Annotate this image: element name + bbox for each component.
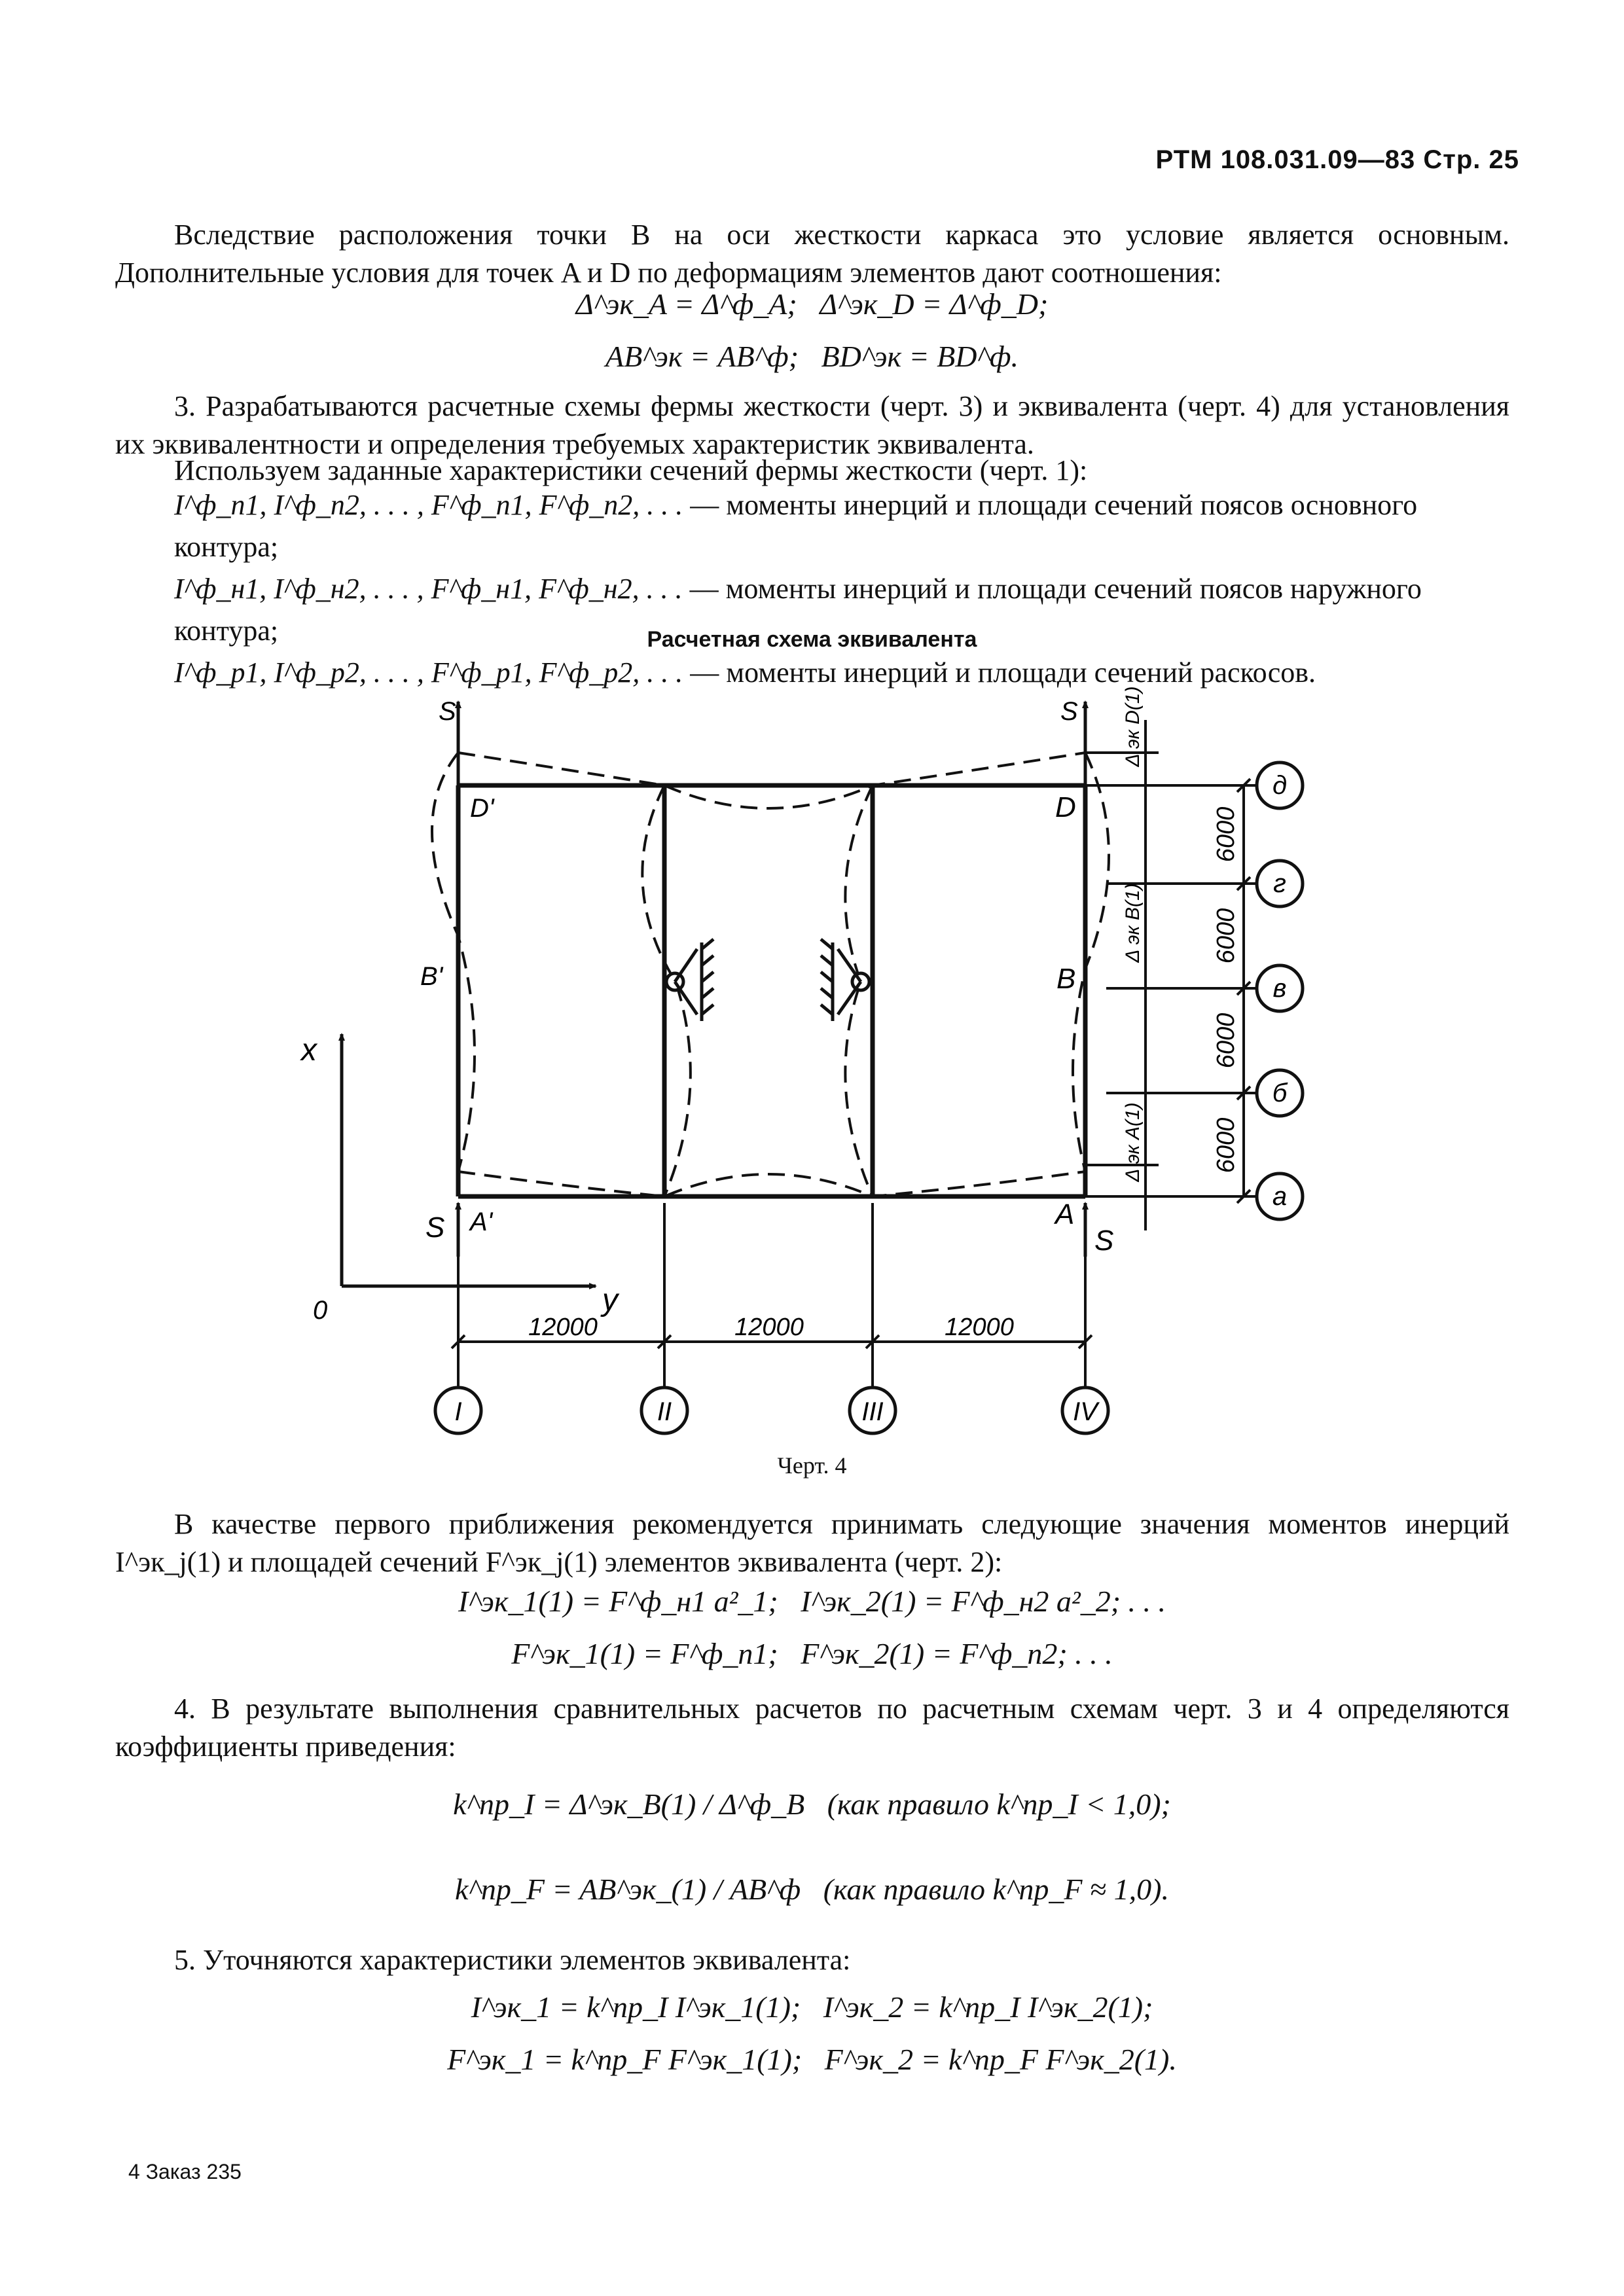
- point-label-D-left: D': [470, 794, 494, 823]
- column-axis-II: II: [657, 1397, 672, 1426]
- characteristic-description: — моменты инерций и площади сечений раскосов.: [690, 656, 1316, 689]
- characteristic-symbols: I^ф_н1, I^ф_н2, . . . , F^ф_н1, F^ф_н2, . . .: [174, 573, 683, 605]
- horizontal-dimension-lines: [452, 1203, 1092, 1388]
- dimension-6000-1: 6000: [1212, 806, 1240, 863]
- column-axis-I: I: [454, 1397, 462, 1426]
- load-label-top-left: S: [439, 697, 456, 726]
- delta-label-B: Δ эк B(1): [1122, 883, 1144, 963]
- paragraph-1: Вследствие расположения точки B на оси жесткости каркаса это условие является основным. Дополнительные условия для точек A и D по деформациям элементов дают соотношения:: [115, 219, 1509, 289]
- coordinate-axes: [342, 1034, 596, 1286]
- paragraph-3: Используем заданные характеристики сечений фермы жесткости (черт. 1):: [174, 454, 1088, 486]
- point-label-B-right: B: [1056, 963, 1076, 995]
- row-axis-b: б: [1272, 1079, 1288, 1107]
- row-axis-a: а: [1272, 1182, 1288, 1211]
- dimension-12000-1: 12000: [528, 1314, 598, 1341]
- delta-label-A: Δ эк A(1): [1122, 1102, 1144, 1182]
- dimension-12000-2: 12000: [734, 1314, 804, 1341]
- deformed-shape: [432, 753, 1109, 1196]
- page-footer: 4 Заказ 235: [128, 2160, 242, 2183]
- point-label-A-left: A': [470, 1208, 493, 1236]
- axis-y-label: y: [602, 1283, 618, 1318]
- delta-label-D: Δ эк D(1): [1122, 686, 1144, 767]
- point-label-B-left: B': [420, 962, 443, 991]
- frame-lines: [458, 785, 1085, 1196]
- dimension-6000-4: 6000: [1212, 1117, 1240, 1174]
- support-left-icon: [666, 939, 713, 1021]
- row-axis-v: в: [1272, 974, 1287, 1003]
- column-axis-III: III: [861, 1397, 884, 1426]
- figure-label: Черт. 4: [777, 1452, 847, 1479]
- formula-k-I: k^пр_I = Δ^эк_B(1) / Δ^ф_B (как правило k^пр_I < 1,0);: [453, 1787, 1171, 1821]
- diagram-caption: Расчетная схема эквивалента: [647, 627, 977, 652]
- origin-label: 0: [313, 1296, 328, 1325]
- paragraph-2: 3. Разрабатываются расчетные схемы фермы жесткости (черт. 3) и эквивалента (черт. 4) для установления их эквивалентности и определения требуемых характеристик эквивалента.: [115, 390, 1509, 460]
- column-axis-markers: [435, 1388, 1108, 1433]
- characteristic-symbols: I^ф_п1, I^ф_п2, . . . , F^ф_п1, F^ф_п2, . . .: [174, 489, 683, 521]
- axis-x-label: x: [301, 1033, 317, 1067]
- load-label-bottom-right: S: [1094, 1225, 1114, 1257]
- paragraph-6: 5. Уточняются характеристики элементов эквивалента:: [174, 1944, 851, 1976]
- paragraph-5: 4. В результате выполнения сравнительных расчетов по расчетным схемам черт. 3 и 4 определяются коэффициенты приведения:: [115, 1693, 1509, 1763]
- load-label-top-right: S: [1060, 697, 1078, 726]
- characteristic-description: — моменты инерций и площади сечений поясов основного контура;: [174, 489, 1418, 563]
- formula-inertia: I^эк_1(1) = F^ф_н1 a²_1; I^эк_2(1) = F^ф_н2 a²_2; . . .: [458, 1585, 1166, 1618]
- formula-refined-inertia: I^эк_1 = k^пр_I I^эк_1(1); I^эк_2 = k^пр_I I^эк_2(1);: [471, 1990, 1153, 2024]
- row-axis-g: г: [1273, 869, 1286, 898]
- formula-k-F: k^пр_F = AB^эк_(1) / AB^ф (как правило k^пр_F ≈ 1,0).: [455, 1873, 1169, 1906]
- dimension-12000-3: 12000: [945, 1314, 1014, 1341]
- formula-areas: F^эк_1(1) = F^ф_п1; F^эк_2(1) = F^ф_п2; . . .: [511, 1637, 1113, 1670]
- page-header: РТМ 108.031.09—83 Стр. 25: [1155, 145, 1519, 174]
- characteristic-symbols: I^ф_р1, I^ф_р2, . . . , F^ф_р1, F^ф_р2, . . .: [174, 656, 683, 689]
- column-axis-IV: IV: [1073, 1397, 1098, 1426]
- support-right-icon: [821, 939, 869, 1021]
- point-label-A-right: A: [1055, 1198, 1075, 1230]
- load-label-bottom-left: S: [425, 1211, 445, 1244]
- paragraph-4: В качестве первого приближения рекомендуется принимать следующие значения моментов инерций I^эк_j(1) и площадей сечений F^эк_j(1) элементов эквивалента (черт. 2):: [115, 1508, 1509, 1578]
- formula-deltas: Δ^эк_A = Δ^ф_A; Δ^эк_D = Δ^ф_D;: [575, 287, 1049, 321]
- row-axis-d: д: [1272, 771, 1288, 800]
- characteristic-description: — моменты инерций и площади сечений поясов наружного контура;: [174, 573, 1422, 647]
- formula-refined-areas: F^эк_1 = k^пр_F F^эк_1(1); F^эк_2 = k^пр_F F^эк_2(1).: [447, 2043, 1177, 2076]
- formula-segments: AB^эк = AB^ф; BD^эк = BD^ф.: [605, 340, 1019, 373]
- point-label-D-right: D: [1055, 791, 1076, 823]
- dimension-6000-2: 6000: [1212, 908, 1240, 964]
- dimension-6000-3: 6000: [1212, 1013, 1240, 1069]
